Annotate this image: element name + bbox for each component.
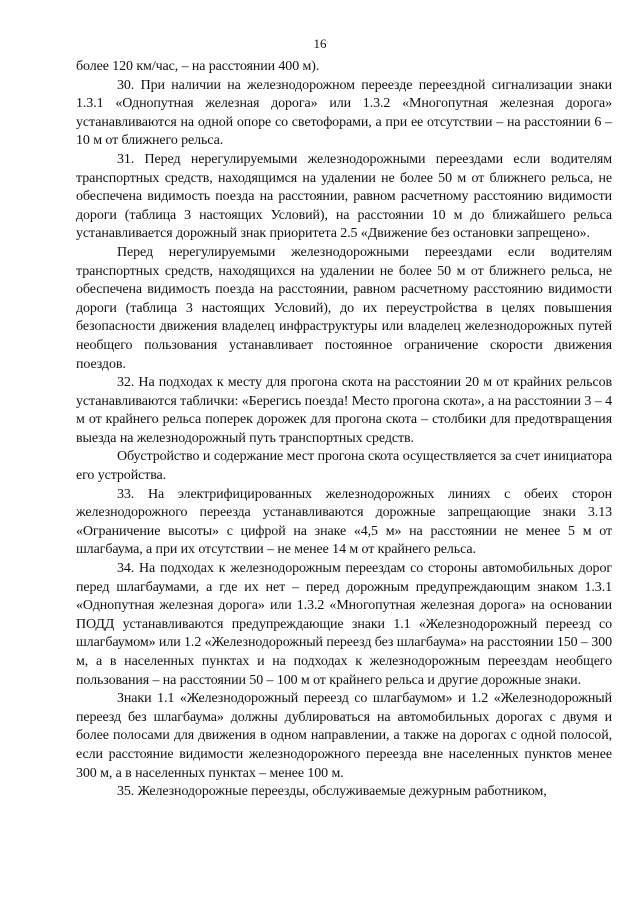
body-text: [76, 58, 612, 802]
paragraph-34: 34. На подходах к железнодорожным переездам со стороны автомобильных дорог перед шлагбаумами, а где их нет – перед дорожным предупреждающим знаком 1.3.1 «Однопутная железная дорога» или 1.3.2 «Многопутная железная дорога» на основании ПОДД устанавливаются предупреждающие знаки 1.1 «Железнодорожный переезд со шлагбаумом» или 1.2 «Железнодорожный переезд без шлагбаума» на расстоянии 150 – 300 м, а в населенных пунктах и на подходах к железнодорожным переездам необщего пользования – на расстоянии 50 – 100 м от крайнего рельса и другие дорожные знаки.: [76, 561, 612, 688]
paragraph-35: 35. Железнодорожные переезды, обслуживаемые дежурным работником,: [117, 784, 547, 800]
paragraph-continuation: более 120 км/час, – на расстоянии 400 м).: [76, 59, 320, 74]
paragraph-31: 31. Перед нерегулируемыми железнодорожными переездами если водителям транспортных средств, находящимся на удалении не более 50 м от ближнего рельса, не обеспечена видимость поезда на расстоянии, равном расчетному расстоянию видимости дороги (таблица 3 настоящих Условий), на расстоянии 10 м до ближайшего рельса устанавливается дорожный знак приоритета 2.5 «Движение без остановки запрещено».: [76, 151, 612, 242]
paragraph-30: 30. При наличии на железнодорожном переезде переездной сигнализации знаки 1.3.1 «Однопутная железная дорога» или 1.3.2 «Многопутная железная дорога» устанавливаются на одной опоре со светофорами, а при ее отсутствии – на расстоянии 6 – 10 м от ближнего рельса.: [76, 77, 612, 149]
paragraph-32-second: Обустройство и содержание мест прогона скота осуществляется за счет инициатора его устройства.: [76, 449, 612, 484]
paragraph-32: 32. На подходах к месту для прогона скота на расстоянии 20 м от крайних рельсов устанавливаются таблички: «Берегись поезда! Место прогона скота», а на расстоянии 3 – 4 м от крайнего рельса поперек дорожек для прогона скота – столбики для предотвращения выезда на железнодорожный путь транспортных средств.: [76, 375, 612, 446]
paragraph-31-second: Перед нерегулируемыми железнодорожными переездами если водителям транспортных средств, находящихся на удалении не более 50 м от ближнего рельса, не обеспечена видимость поезда на расстоянии, равном расчетному расстоянию видимости дороги (таблица 3 настоящих Условий), до их переустройства в целях повышения безопасности движения владелец инфраструктуры или владелец железнодорожных путей необщего пользования устанавливает постоянное ограничение скорости движения поездов.: [76, 244, 612, 372]
paragraph-34-second: Знаки 1.1 «Железнодорожный переезд со шлагбаумом» и 1.2 «Железнодорожный переезд без шлагбаума» должны дублироваться на автомобильных дорогах с двумя и более полосами для движения в одном направлении, а также на дорогах с одной полосой, если расстояние видимости железнодорожного переезда вне населенных пунктов менее 300 м, а в населенных пунктах – менее 100 м.: [76, 691, 612, 781]
paragraph-33: 33. На электрифицированных железнодорожных линиях с обеих сторон железнодорожного переезда устанавливаются дорожные запрещающие знаки 3.13 «Ограничение высоты» с цифрой на знаке «4,5 м» на расстоянии не менее 5 м от шлагбаума, а при их отсутствии – не менее 14 м от крайнего рельса.: [76, 486, 612, 558]
page-number: 16: [313, 36, 327, 51]
